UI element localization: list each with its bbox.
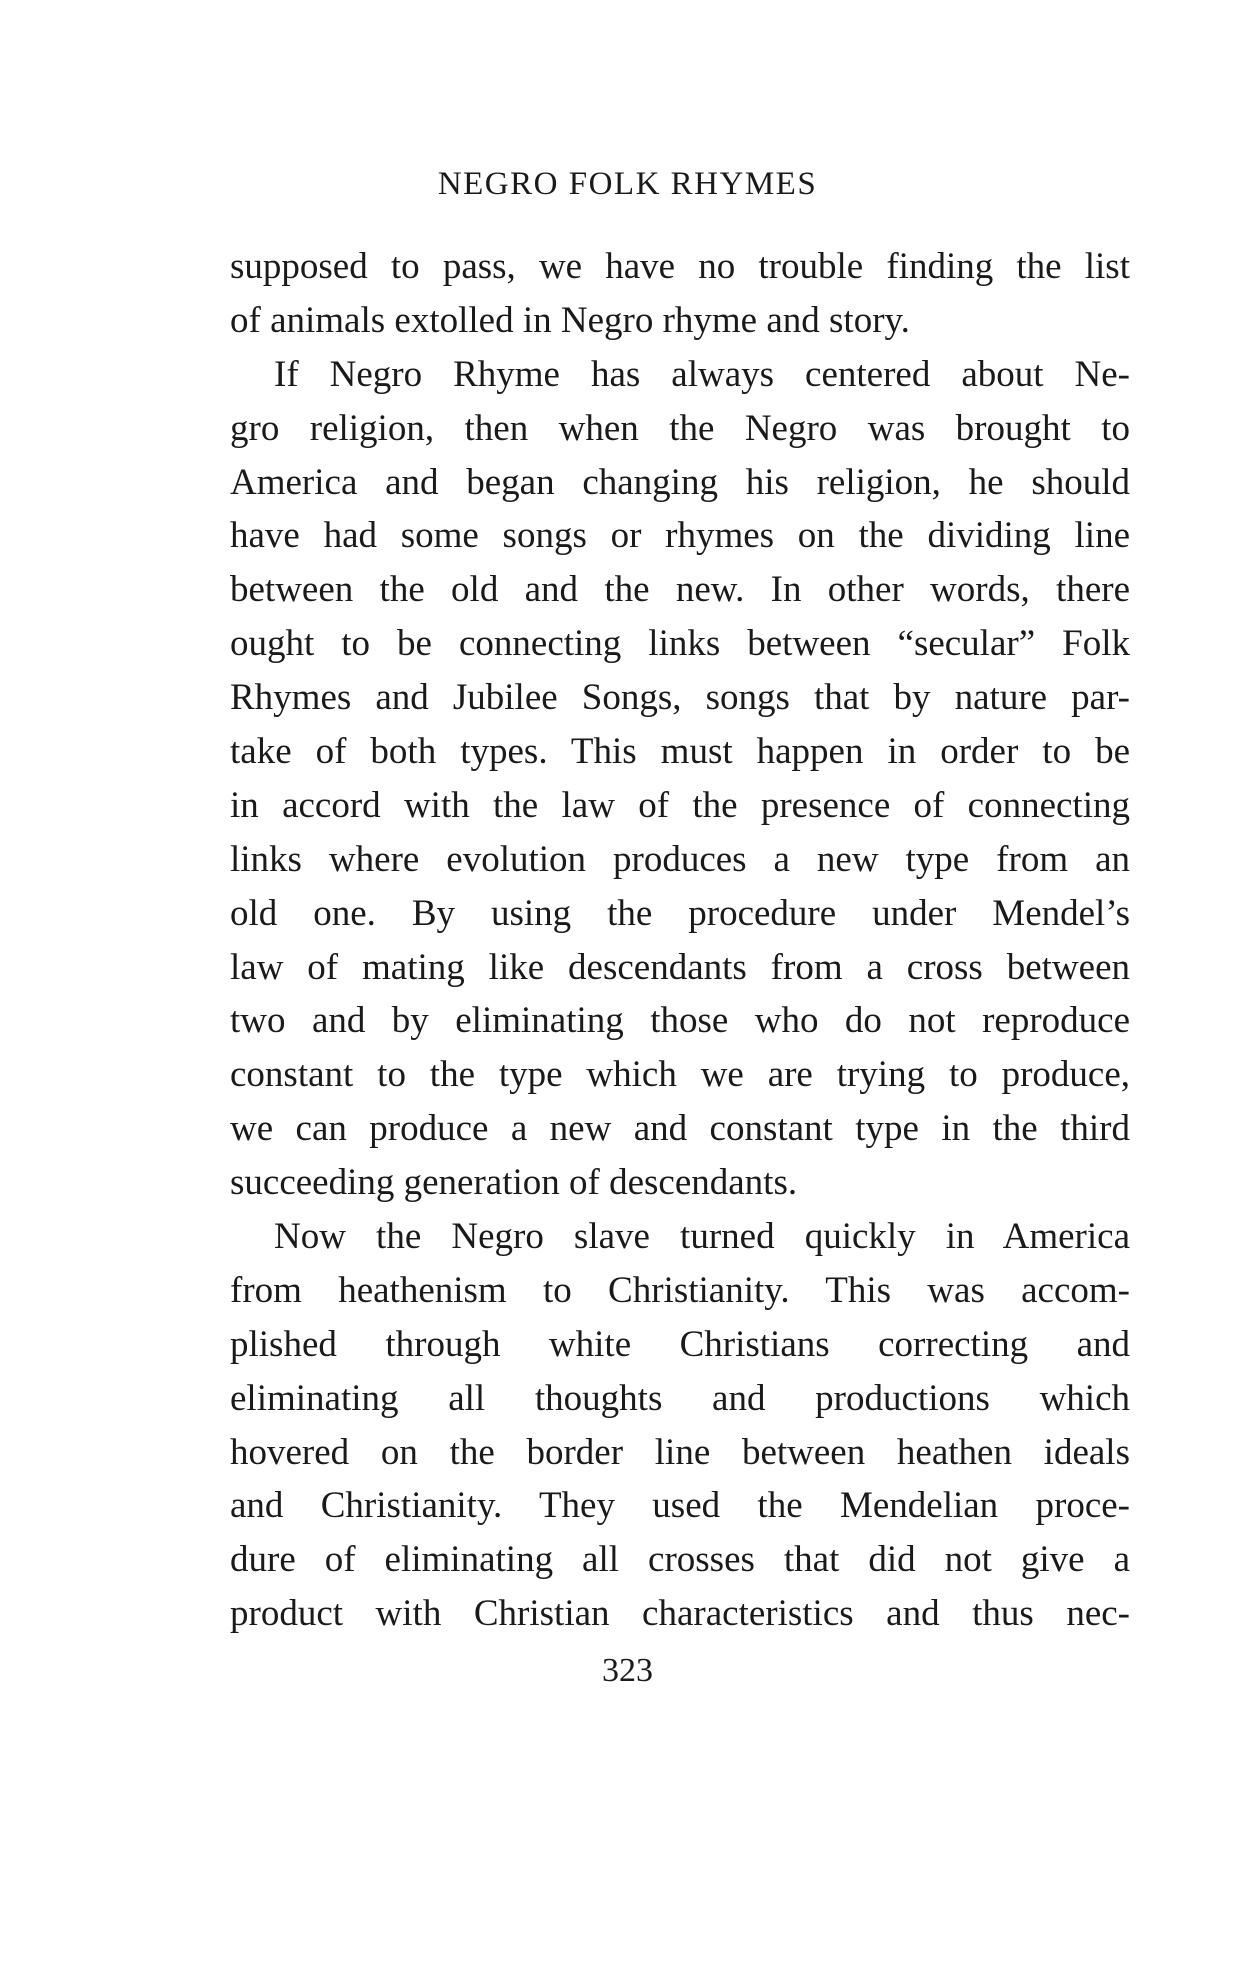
text-line: of animals extolled in Negro rhyme and story. — [230, 299, 910, 341]
body-text — [230, 240, 1130, 1641]
text-line: have had some songs or rhymes on the dividing line — [230, 515, 1130, 557]
text-line: succeeding generation of descendants. — [230, 1162, 798, 1204]
text-line: If Negro Rhyme has always centered about Ne- — [274, 353, 1130, 395]
text-line: and Christianity. They used the Mendelian proce- — [230, 1485, 1130, 1527]
text-line: from heathenism to Christianity. This was accom- — [230, 1269, 1130, 1311]
text-line: Rhymes and Jubilee Songs, songs that by nature par- — [230, 677, 1130, 719]
text-line: America and began changing his religion, he should — [230, 461, 1130, 503]
text-line: gro religion, then when the Negro was brought to — [230, 407, 1130, 449]
paragraph — [230, 1210, 1130, 1641]
text-line: hovered on the border line between heathen ideals — [230, 1431, 1130, 1473]
text-line: links where evolution produces a new type from an — [230, 838, 1130, 880]
text-line: between the old and the new. In other words, there — [230, 569, 1130, 611]
text-line: take of both types. This must happen in order to be — [230, 731, 1130, 773]
text-line: supposed to pass, we have no trouble finding the list — [230, 246, 1130, 287]
running-header: NEGRO FOLK RHYMES — [437, 166, 818, 202]
text-line: old one. By using the procedure under Mendel’s — [230, 892, 1130, 934]
text-line: we can produce a new and constant type in the third — [230, 1108, 1130, 1150]
page-number: 323 — [602, 1652, 653, 1689]
text-line: dure of eliminating all crosses that did not give a — [230, 1539, 1130, 1581]
paragraph — [230, 348, 1130, 1210]
paragraph — [230, 240, 1130, 348]
text-line: ought to be connecting links between “secular” Folk — [230, 623, 1130, 665]
text-line: two and by eliminating those who do not reproduce — [230, 1000, 1130, 1042]
text-line: eliminating all thoughts and productions which — [230, 1377, 1130, 1419]
text-line: product with Christian characteristics and thus nec- — [230, 1593, 1130, 1635]
text-line: plished through white Christians correcting and — [230, 1323, 1130, 1365]
text-line: Now the Negro slave turned quickly in America — [274, 1216, 1130, 1258]
text-line: in accord with the law of the presence of connecting — [230, 784, 1130, 826]
text-line: constant to the type which we are trying to produce, — [230, 1054, 1130, 1096]
text-line: law of mating like descendants from a cross between — [230, 946, 1130, 988]
